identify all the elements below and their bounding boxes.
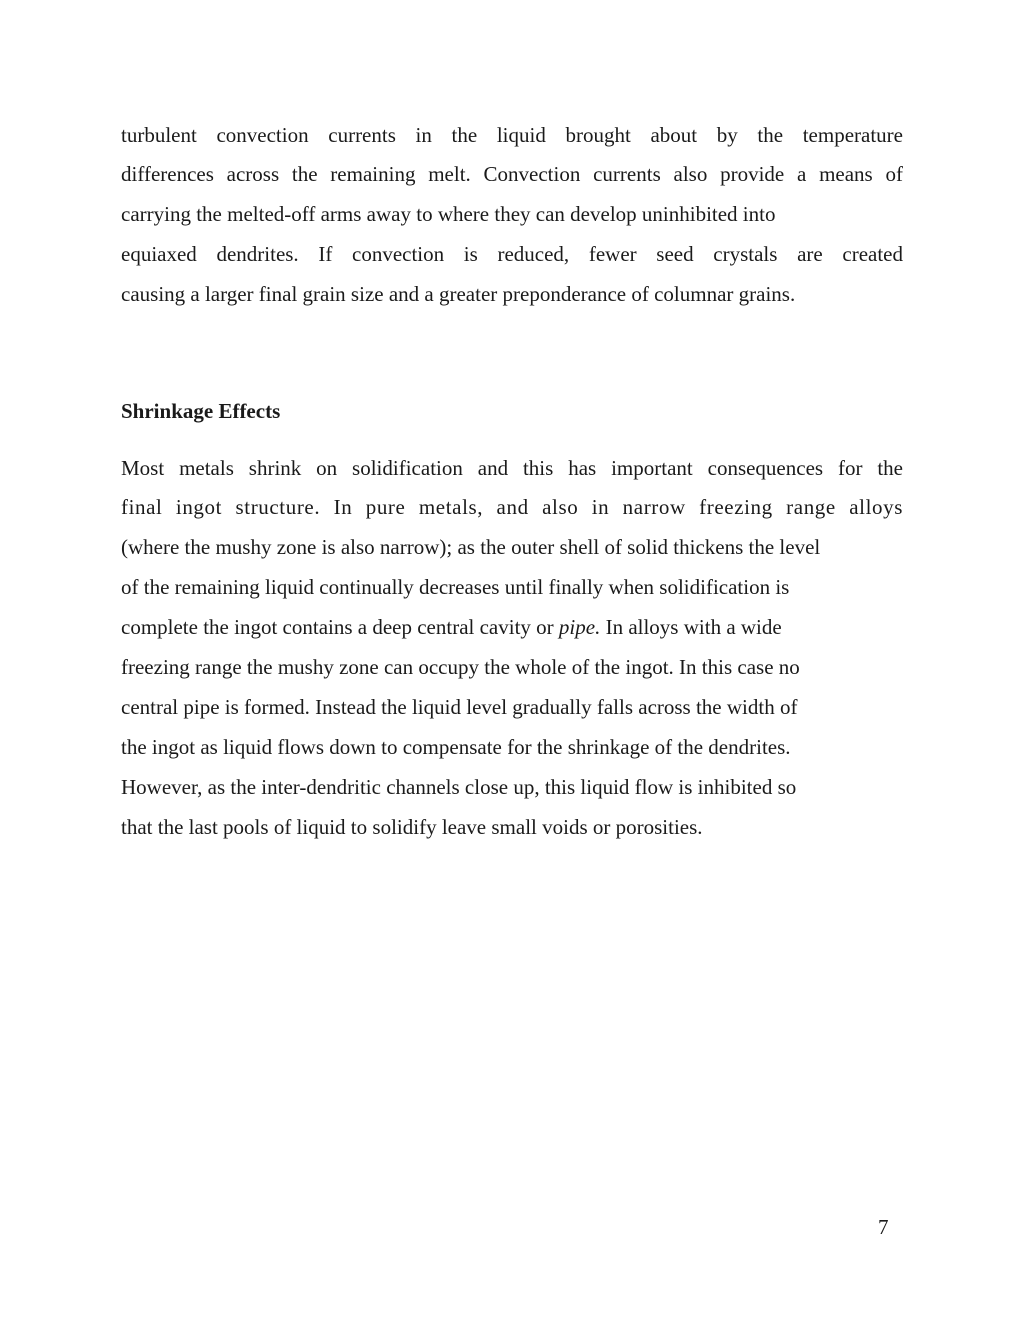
paragraph-2-line-3: (where the mushy zone is also narrow); as the outer shell of solid thickens the level [121, 535, 821, 559]
paragraph-1-line-3: carrying the melted-off arms away to where they can develop uninhibited into [121, 202, 776, 226]
paragraph-2-line-2: final ingot structure. In pure metals, and also in narrow freezing range alloys [121, 495, 903, 519]
paragraph-2-line-5-rest: In alloys with a wide [605, 615, 782, 639]
paragraph-1-line-4: equiaxed dendrites. If convection is reduced, fewer seed crystals are created [121, 242, 903, 266]
paragraph-1-line-2: differences across the remaining melt. Convection currents also provide a means of [121, 162, 903, 186]
paragraph-2-line-10: that the last pools of liquid to solidify leave small voids or porosities. [121, 815, 703, 839]
paragraph-2-line-5 [121, 613, 903, 641]
paragraph-2-line-5-text: complete the ingot contains a deep central cavity or [121, 615, 559, 639]
pipe-term: pipe. [558, 615, 601, 639]
paragraph-2-line-4: of the remaining liquid continually decreases until finally when solidification is [121, 575, 790, 599]
section-heading: Shrinkage Effects [121, 399, 281, 423]
paragraph-1-line-1: turbulent convection currents in the liquid brought about by the temperature [121, 123, 903, 147]
page-number: 7 [878, 1215, 889, 1239]
paragraph-1-line-5: causing a larger final grain size and a greater preponderance of columnar grains. [121, 282, 796, 306]
paragraph-2-line-1: Most metals shrink on solidification and this has important consequences for the [121, 456, 903, 480]
paragraph-2-line-7: central pipe is formed. Instead the liquid level gradually falls across the width of [121, 695, 798, 719]
paragraph-2-line-6: freezing range the mushy zone can occupy the whole of the ingot. In this case no [121, 655, 800, 679]
paragraph-2-line-8: the ingot as liquid flows down to compensate for the shrinkage of the dendrites. [121, 735, 791, 759]
paragraph-2-line-9: However, as the inter-dendritic channels close up, this liquid flow is inhibited so [121, 775, 797, 799]
